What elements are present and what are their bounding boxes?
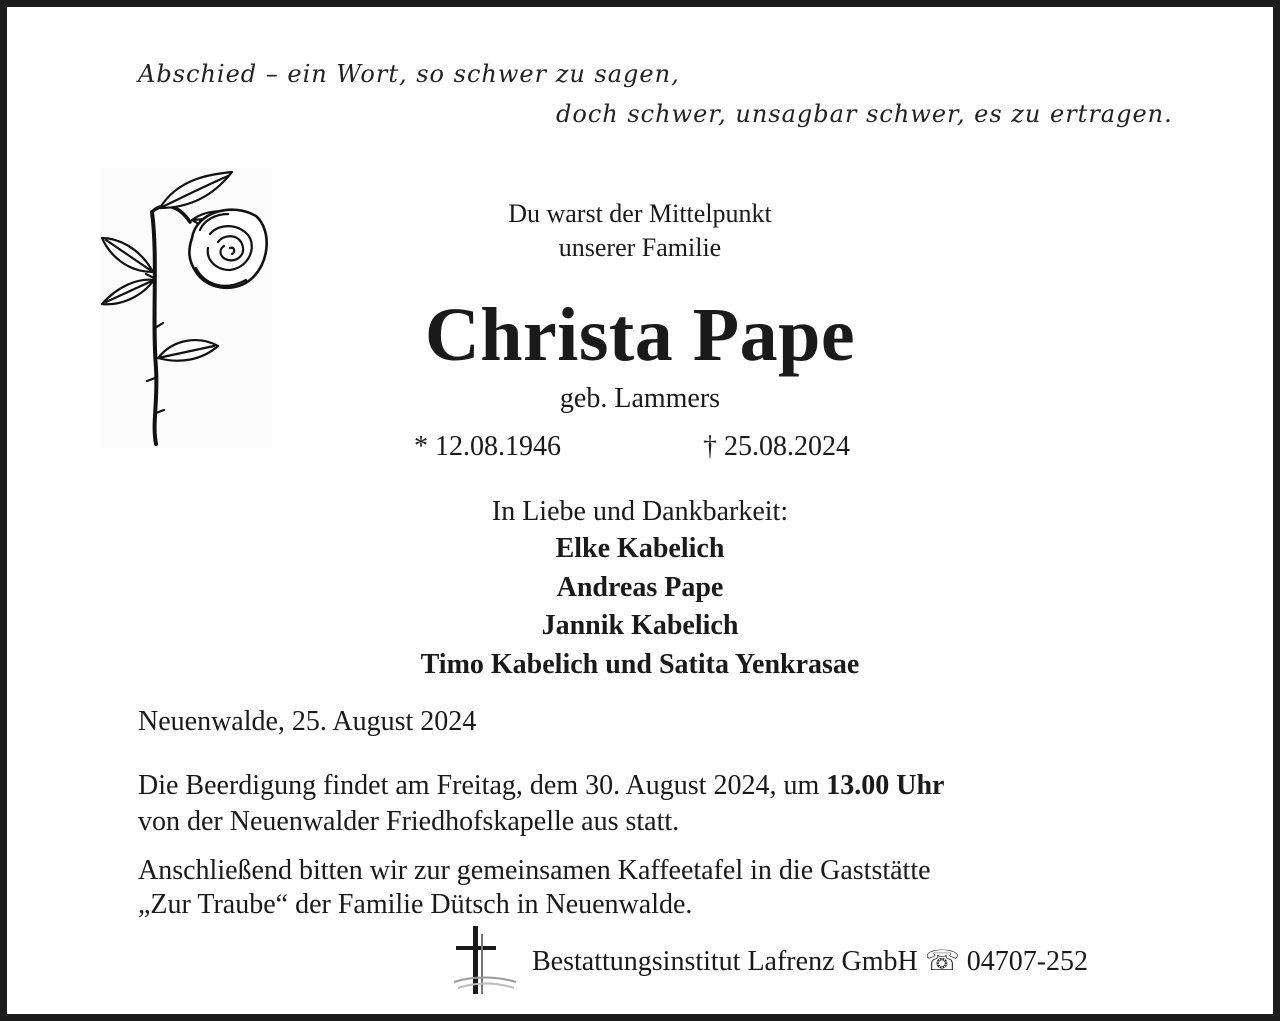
deceased-name: Christa Pape bbox=[424, 293, 856, 377]
mourner-name: Andreas Pape bbox=[556, 571, 724, 603]
funeral-text: Die Beerdigung findet am Freitag, dem 30. August 2024, um bbox=[138, 770, 827, 801]
mourners-heading: In Liebe und Dankbarkeit: bbox=[491, 496, 789, 527]
reception-line-1: Anschließend bitten wir zur gemeinsamen Kaffeetafel in die Gaststätte bbox=[138, 855, 931, 886]
quote-line-2: doch schwer, unsagbar schwer, es zu ertragen. bbox=[556, 100, 1173, 128]
death-date: † 25.08.2024 bbox=[703, 431, 850, 462]
intro-text bbox=[340, 197, 940, 265]
funeral-line-2: von der Neuenwalder Friedhofskapelle aus statt. bbox=[138, 806, 680, 837]
birth-date: * 12.08.1946 bbox=[414, 431, 561, 462]
quote-line-1: Abschied – ein Wort, so schwer zu sagen, bbox=[138, 60, 680, 88]
rose-icon bbox=[100, 168, 272, 448]
reception-line-2: „Zur Traube“ der Familie Dütsch in Neuenwalde. bbox=[138, 889, 693, 920]
intro-line-1: Du warst der Mittelpunkt bbox=[508, 199, 772, 228]
mourner-name: Timo Kabelich und Satita Yenkrasae bbox=[420, 648, 860, 680]
phone-icon: ☏ bbox=[924, 946, 960, 977]
intro-line-2: unserer Familie bbox=[558, 233, 722, 262]
mourner-name: Elke Kabelich bbox=[555, 533, 725, 564]
mourners-list bbox=[300, 530, 980, 684]
undertaker-info bbox=[532, 945, 1088, 979]
mourner-name: Jannik Kabelich bbox=[541, 610, 739, 641]
funeral-time: 13.00 Uhr bbox=[826, 770, 945, 801]
place-date: Neuenwalde, 25. August 2024 bbox=[138, 706, 477, 737]
undertaker-name: Bestattungsinstitut Lafrenz GmbH bbox=[532, 946, 918, 977]
rose-illustration bbox=[100, 168, 272, 448]
cross-logo-icon bbox=[452, 924, 518, 996]
undertaker-phone: 04707-252 bbox=[966, 946, 1089, 977]
birth-name: geb. Lammers bbox=[559, 383, 721, 414]
funeral-line-1 bbox=[138, 768, 944, 804]
